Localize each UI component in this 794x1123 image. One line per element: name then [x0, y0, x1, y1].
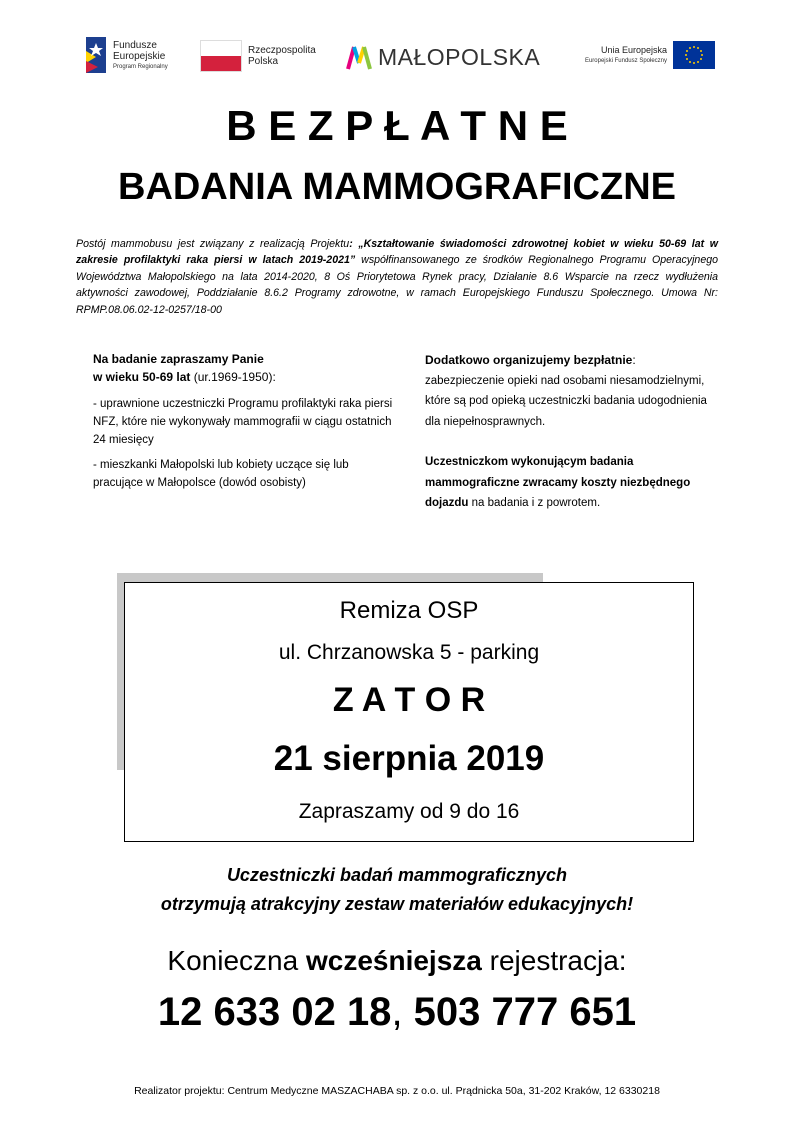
- logo-text: Europejskie: [113, 51, 166, 62]
- registration-text: rejestracja:: [481, 945, 627, 976]
- malopolska-logo-icon: [346, 43, 372, 71]
- travel-refund-text: na badania i z powrotem.: [468, 497, 601, 509]
- extras-heading: Dodatkowo organizujemy bezpłatnie: [425, 353, 633, 367]
- location-box: [124, 582, 694, 842]
- extras-column: [425, 350, 725, 514]
- extras-text: zabezpieczenie opieki nad osobami niesamodzielnymi, które są pod opieką uczestniczki badania udogodnienia dla niepełnosprawnych.: [425, 374, 707, 428]
- eligibility-birth-years: (ur.1969-1950):: [190, 370, 276, 384]
- footer: Realizator projektu: Centrum Medyczne MASZACHABA sp. z o.o. ul. Prądnicka 50a, 31-202 Kraków, 12 6330218: [134, 1085, 660, 1097]
- logo-text: Program Regionalny: [113, 64, 168, 70]
- registration-note: [0, 945, 794, 977]
- logo-malopolska: [346, 41, 556, 73]
- phone-numbers: [0, 990, 794, 1035]
- phone-number: 12 633 02 18: [157, 990, 392, 1034]
- phone-number: 503 777 651: [413, 990, 637, 1034]
- eligibility-column: [93, 350, 393, 492]
- logo-text: MAŁOPOLSKA: [378, 44, 541, 70]
- eligibility-item: - uprawnione uczestniczki Programu profilaktyki raka piersi NFZ, które nie wykonywały mammografii w ciągu ostatnich 24 miesięcy: [93, 398, 393, 446]
- travel-refund-bold: Uczestniczkom wykonującym badania mammograficzne zwracamy koszty niezbędnego dojazdu: [425, 456, 691, 509]
- registration-text: Konieczna: [167, 945, 306, 976]
- location-place: Remiza OSP: [339, 597, 479, 624]
- intro-text: Postój mammobusu jest związany z realizacją Projektu: [76, 238, 350, 250]
- logo-text: Polska: [248, 56, 279, 67]
- logo-text: Rzeczpospolita: [248, 45, 316, 56]
- polish-flag-icon: [200, 40, 242, 72]
- logo-text: Fundusze: [113, 40, 157, 51]
- logo-fundusze-europejskie: [86, 37, 196, 73]
- logo-text: Europejski Fundusz Społeczny: [584, 58, 667, 64]
- project-name: „Kształtowanie świadomości zdrowotnej kobiet w wieku 50-69 lat w zakresie profilaktyki raka piersi w latach 2019-2021”: [76, 238, 718, 267]
- project-description: [76, 236, 718, 318]
- bonus-line1: Uczestniczki badań mammograficznych: [226, 865, 568, 885]
- event-hours: Zapraszamy od 9 do 16: [298, 800, 520, 823]
- logo-unia-europejska: [570, 40, 715, 72]
- extras-colon: :: [632, 353, 636, 367]
- location-street: ul. Chrzanowska 5 - parking: [278, 641, 540, 664]
- location-town: Z A T O R: [332, 681, 486, 719]
- bonus-line2: otrzymują atrakcyjny zestaw materiałów edukacyjnych!: [160, 894, 634, 914]
- event-date: 21 sierpnia 2019: [273, 739, 545, 778]
- fundusze-logo-icon: [86, 37, 108, 73]
- title-line2: BADANIA MAMMOGRAFICZNE: [118, 166, 676, 208]
- eligibility-item: - mieszkanki Małopolski lub kobiety uczące się lub pracujące w Małopolsce (dowód osobisty): [93, 459, 349, 489]
- phone-separator: ,: [391, 990, 414, 1034]
- intro-text: współfinansowanego ze środków Regionalnego Programu Operacyjnego Województwa Małopolskiego na lata 2014-2020, 8 Oś Priorytetowa Rynek pracy, Działanie 8.6 Wsparcie na rzecz wydłużenia aktywności zawodowej, Poddziałanie 8.6.2 Programy zdrowotne, w ramach Europejskiego Funduszu Społecznego. Umowa Nr: RPMP.08.06.02-12-0257/18-00: [76, 254, 718, 316]
- logo-text: Unia Europejska: [600, 45, 667, 55]
- eligibility-age: w wieku 50-69 lat: [93, 370, 191, 384]
- logo-rzeczpospolita: [200, 40, 330, 72]
- eu-flag-icon: [673, 41, 715, 69]
- title-line1: B E Z P Ł A T N E: [226, 102, 568, 149]
- intro-colon: :: [349, 238, 359, 250]
- eligibility-heading: Na badanie zapraszamy Panie: [93, 352, 264, 366]
- registration-emphasis: wcześniejsza: [305, 945, 482, 976]
